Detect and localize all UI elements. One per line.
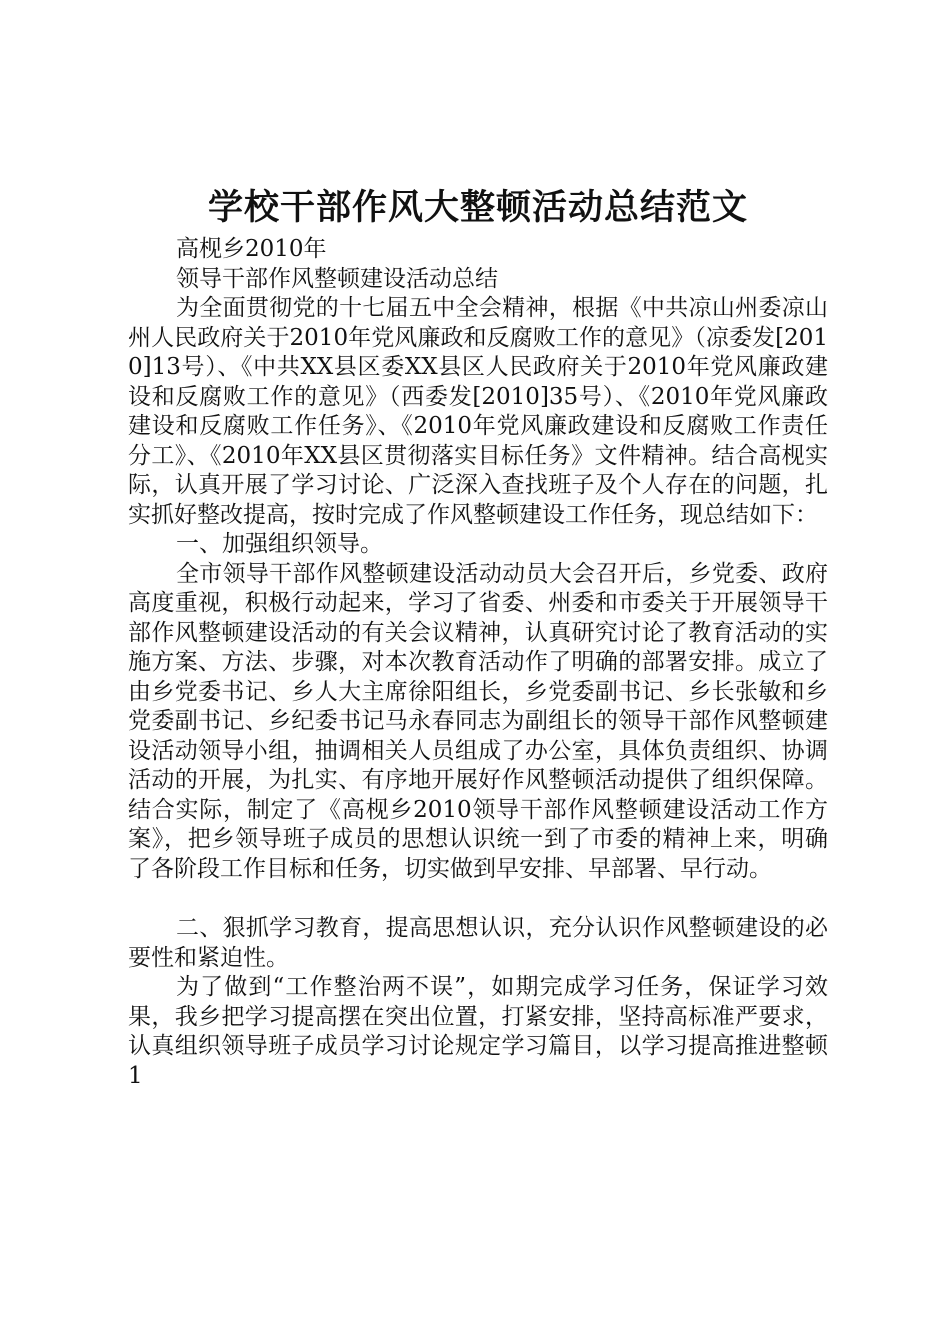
document-page [128, 185, 828, 1091]
paragraph-subtitle: 领导干部作风整顿建设活动总结 [176, 265, 498, 292]
paragraph-intro: 为全面贯彻党的十七届五中全会精神，根据《中共凉山州委凉山州人民政府关于2010年党风廉政和反腐败工作的意见》（凉委发[2010]13号）、《中共XX县区委XX县区人民政府关于2010年党风廉政建设和反腐败工作的意见》（西委发[2010]35号）、《2010年党风廉政建设和反腐败工作任务》、《2010年党风廉政建设和反腐败工作责任分工》、《2010年XX县区贯彻落实目标任务》文件精神。结合高枧实际，认真开展了学习讨论、广泛深入查找班子及个人存在的问题，扎实抓好整改提高，按时完成了作风整顿建设工作任务，现总结如下： [128, 295, 828, 528]
section-heading-1: 一、加强组织领导。 [176, 531, 383, 557]
paragraph-location-year: 高枧乡2010年 [176, 236, 327, 262]
paragraph-section-1: 全市领导干部作风整顿建设活动动员大会召开后，乡党委、政府高度重视，积极行动起来，学习了省委、州委和市委关于开展领导干部作风整顿建设活动的有关会议精神，认真研究讨论了教育活动的实施方案、方法、步骤，对本次教育活动作了明确的部署安排。成立了由乡党委书记、乡人大主席徐阳组长，乡党委副书记、乡长张敏和乡党委副书记、乡纪委书记马永春同志为副组长的领导干部作风整顿建设活动领导小组，抽调相关人员组成了办公室，具体负责组织、协调活动的开展，为扎实、有序地开展好作风整顿活动提供了组织保障。结合实际，制定了《高枧乡2010领导干部作风整顿建设活动工作方案》，把乡领导班子成员的思想认识统一到了市委的精神上来，明确了各阶段工作目标和任务，切实做到早安排、早部署、早行动。 [128, 560, 828, 882]
paragraph-gap [128, 884, 828, 914]
section-heading-2: 二、狠抓学习教育，提高思想认识，充分认识作风整顿建设的必要性和紧迫性。 [128, 915, 828, 971]
document-title: 学校干部作风大整顿活动总结范文 [207, 187, 748, 228]
paragraph-section-2: 为了做到“工作整治两不误”，如期完成学习任务，保证学习效果，我乡把学习提高摆在突出位置，打紧安排，坚持高标准严要求，认真组织领导班子成员学习讨论规定学习篇目，以学习提高推进整顿1 [128, 974, 828, 1089]
